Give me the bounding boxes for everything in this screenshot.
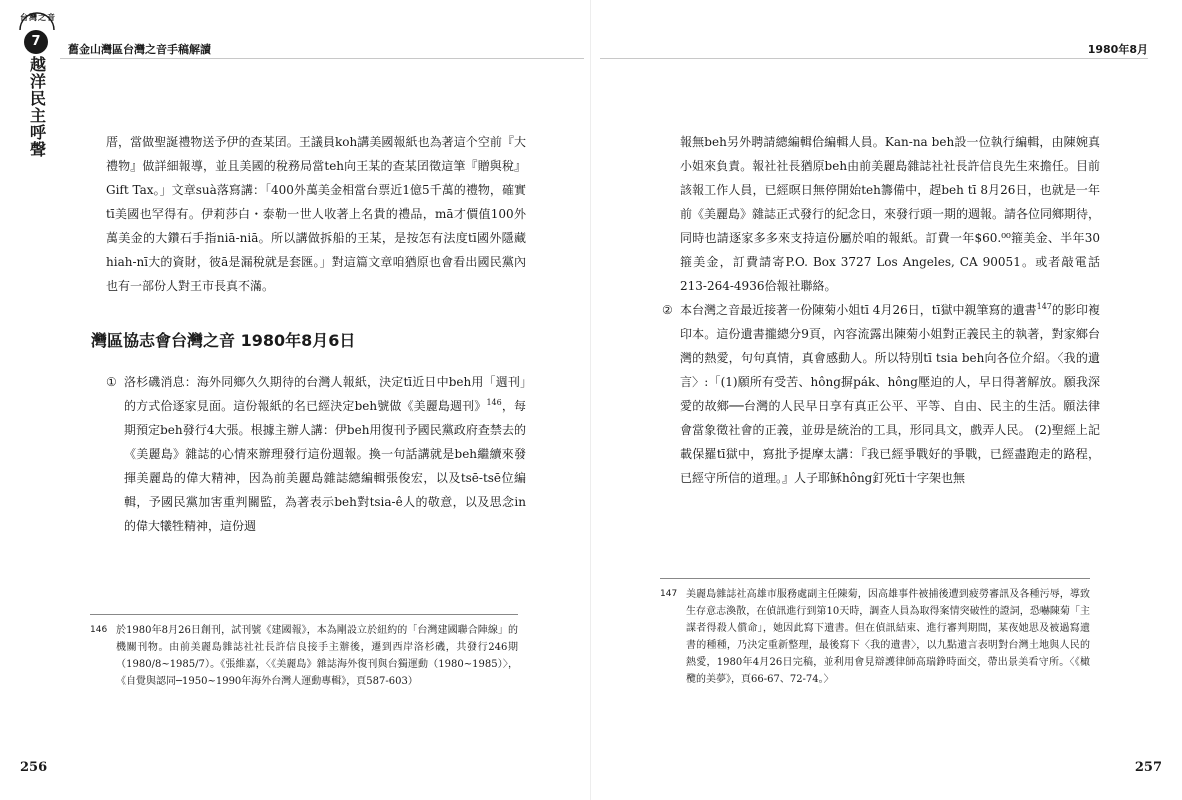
logo-arc-text: 台灣之音: [20, 13, 56, 22]
footnote-body: 於1980年8月26日創刊，試刊號《建國報》，本為剛設立於紐約的「台灣建國聯合陣線」的機關刊物。由前美麗島雜誌社社長許信良接手主辦後，遷到西岸洛杉磯，共發行246期（1980/8~1985/7）。《張維嘉，〈《美麗島》雜誌海外復刊與台獨運動（1980~1985）〉，《自覺與認同─1950~1990年海外台灣人運動專輯》，頁587-603）: [116, 625, 518, 687]
footnote-number: 146: [90, 625, 108, 635]
gutter-divider: [590, 0, 591, 800]
footnote-text: [660, 586, 1090, 688]
item-text-part-b: 的影印複印本。這份遺書攏總分9頁，內容流露出陳菊小姐對正義民主的執著，對家鄉台灣的熱愛，句句真情，真會感動人。所以特別tī tsia beh向各位介紹。〈我的遺言〉:「(1)願所有受苦、hông摒pák、hông壓迫的人，早日得著解放。願我深愛的故鄉──台灣的人民早日享有真正公平、平等、自由、民主的生活。願法律會當象徵社會的正義，並毋是統治的工具，形同具文，戲弄人民。 (2)聖經上記載保羅tī獄中，寫批予提摩太講：『我已經爭戰好的爭戰，已經盡跑走的路程，已經守所信的道理。』人子耶穌hông釘死tī十字架也無: [680, 303, 1100, 485]
page-number-left: 256: [20, 760, 48, 775]
footnote-ref-146[interactable]: 146: [486, 398, 502, 407]
right-paragraph: 報無beh另外聘請總編輯佮編輯人員。Kan-na beh設一位執行編輯，由陳婉真小姐來負責。報社社長猶原beh由前美麗島雜誌社社長許信良先生來擔任。目前該報工作人員，已經暝日無停開始teh籌備中，趕beh tī 8月26日，也就是一年前《美麗島》雜誌正式發行的紀念日，來發行頭一期的週報。請各位同鄉期待，同時也請逐家多多來支持這份屬於咱的報紙。訂費一年$60.⁰⁰箍美金、半年30箍美金，訂費請寄P.O. Box 3727 Los Angeles, CA 90051。或者敲電話213-264-4936佮報社聯絡。: [680, 135, 1101, 293]
page-number-right: 257: [1134, 760, 1162, 775]
item-text-part-a: 洛杉磯消息：海外同鄉久久期待的台灣人報紙，決定tī近日中beh用「週刊」的方式佮逐家見面。這份報紙的名已經決定beh號做《美麗島週刊》: [124, 375, 526, 413]
right-page-body: [662, 130, 1101, 490]
news-item-2: [662, 298, 1100, 490]
item-text: [680, 298, 1100, 490]
section-heading: 灣區協志會台灣之音 1980年8月6日: [91, 331, 356, 350]
footnote-rule-left: [90, 614, 518, 615]
left-page-body: [91, 130, 526, 538]
running-date: 1980年8月: [1087, 43, 1148, 56]
footnote-rule-right: [660, 578, 1090, 579]
logo-mark: 7: [24, 30, 48, 54]
footnote-146: [90, 622, 518, 690]
item-text: [124, 370, 526, 538]
item-text-part-a: 本台灣之音最近接著一份陳菊小姐tī 4月26日，tī獄中親筆寫的遺書: [680, 303, 1037, 317]
footnote-number: 147: [660, 589, 678, 599]
header-rule-left: [60, 58, 584, 59]
footnote-ref-147[interactable]: 147: [1036, 302, 1052, 311]
news-item-1: [106, 370, 526, 538]
item-number: ①: [106, 375, 117, 389]
logo-title: 越洋民主呼聲: [29, 55, 46, 159]
footnote-body: 美麗島雜誌社高雄市服務處副主任陳菊，因高雄事件被捕後遭到疲勞審訊及各種污辱，導致生存意志渙散，在偵訊進行到第10天時，調查人員為取得案情突破性的證詞，恐嚇陳菊「主謀者得殺人償命」，她因此寫下遺書。但在偵訊結束、進行審判期間，某夜她思及被過寫遺書的種種，乃決定重新整理，最後寫下〈我的遺書〉，以九點遺言表明對台灣土地與人民的熱愛，1980年4月26日完稿，並利用會見辯護律師高瑞錚時面交，帶出景美看守所。〈《橄欖的美夢》，頁66-67、72-74。〉: [686, 589, 1090, 685]
footnote-147: [660, 586, 1090, 688]
header-rule-right: [600, 58, 1148, 59]
series-title: 舊金山灣區台灣之音手稿解讀: [68, 43, 211, 56]
footnote-text: [90, 622, 518, 690]
item-text-part-b: ，每期預定beh發行4大張。根據主辦人講：伊beh用復刊予國民黨政府查禁去的《美麗島》雜誌的心情來辦理發行這份週報。換一句話講就是beh繼續來發揮美麗島的偉大精神，因為前美麗島雜誌總編輯張俊宏，以及tsē-tsē位編輯，予國民黨加害重判關監，為著表示beh對tsia-ê人的敬意，以及思念in的偉大犧牲精神，這份週: [124, 399, 526, 533]
item-number: ②: [662, 303, 673, 317]
left-paragraph: 厝，當做聖誕禮物送予伊的查某囝。王議員koh講美國報紙也為著這个空前『大禮物』做詳細報導，並且美國的稅務局當teh向王某的查某囝徵這筆『贈與稅』Gift Tax。」文章suà落寫講：「400外萬美金相當台票近1億5千萬的禮物，確實tī美國也罕得有。伊莉莎白・泰勒一世人收著上名貴的禮品，mā才價值100外萬美金的大鑽石手指niā-niā。所以講做拆船的王某，是按怎有法度tī國外隱藏hiah-nī大的資財，彼ā是漏稅就是套匯。」對這篇文章咱猶原也會看出國民黨內也有一部份人對王市長真不滿。: [106, 135, 526, 293]
